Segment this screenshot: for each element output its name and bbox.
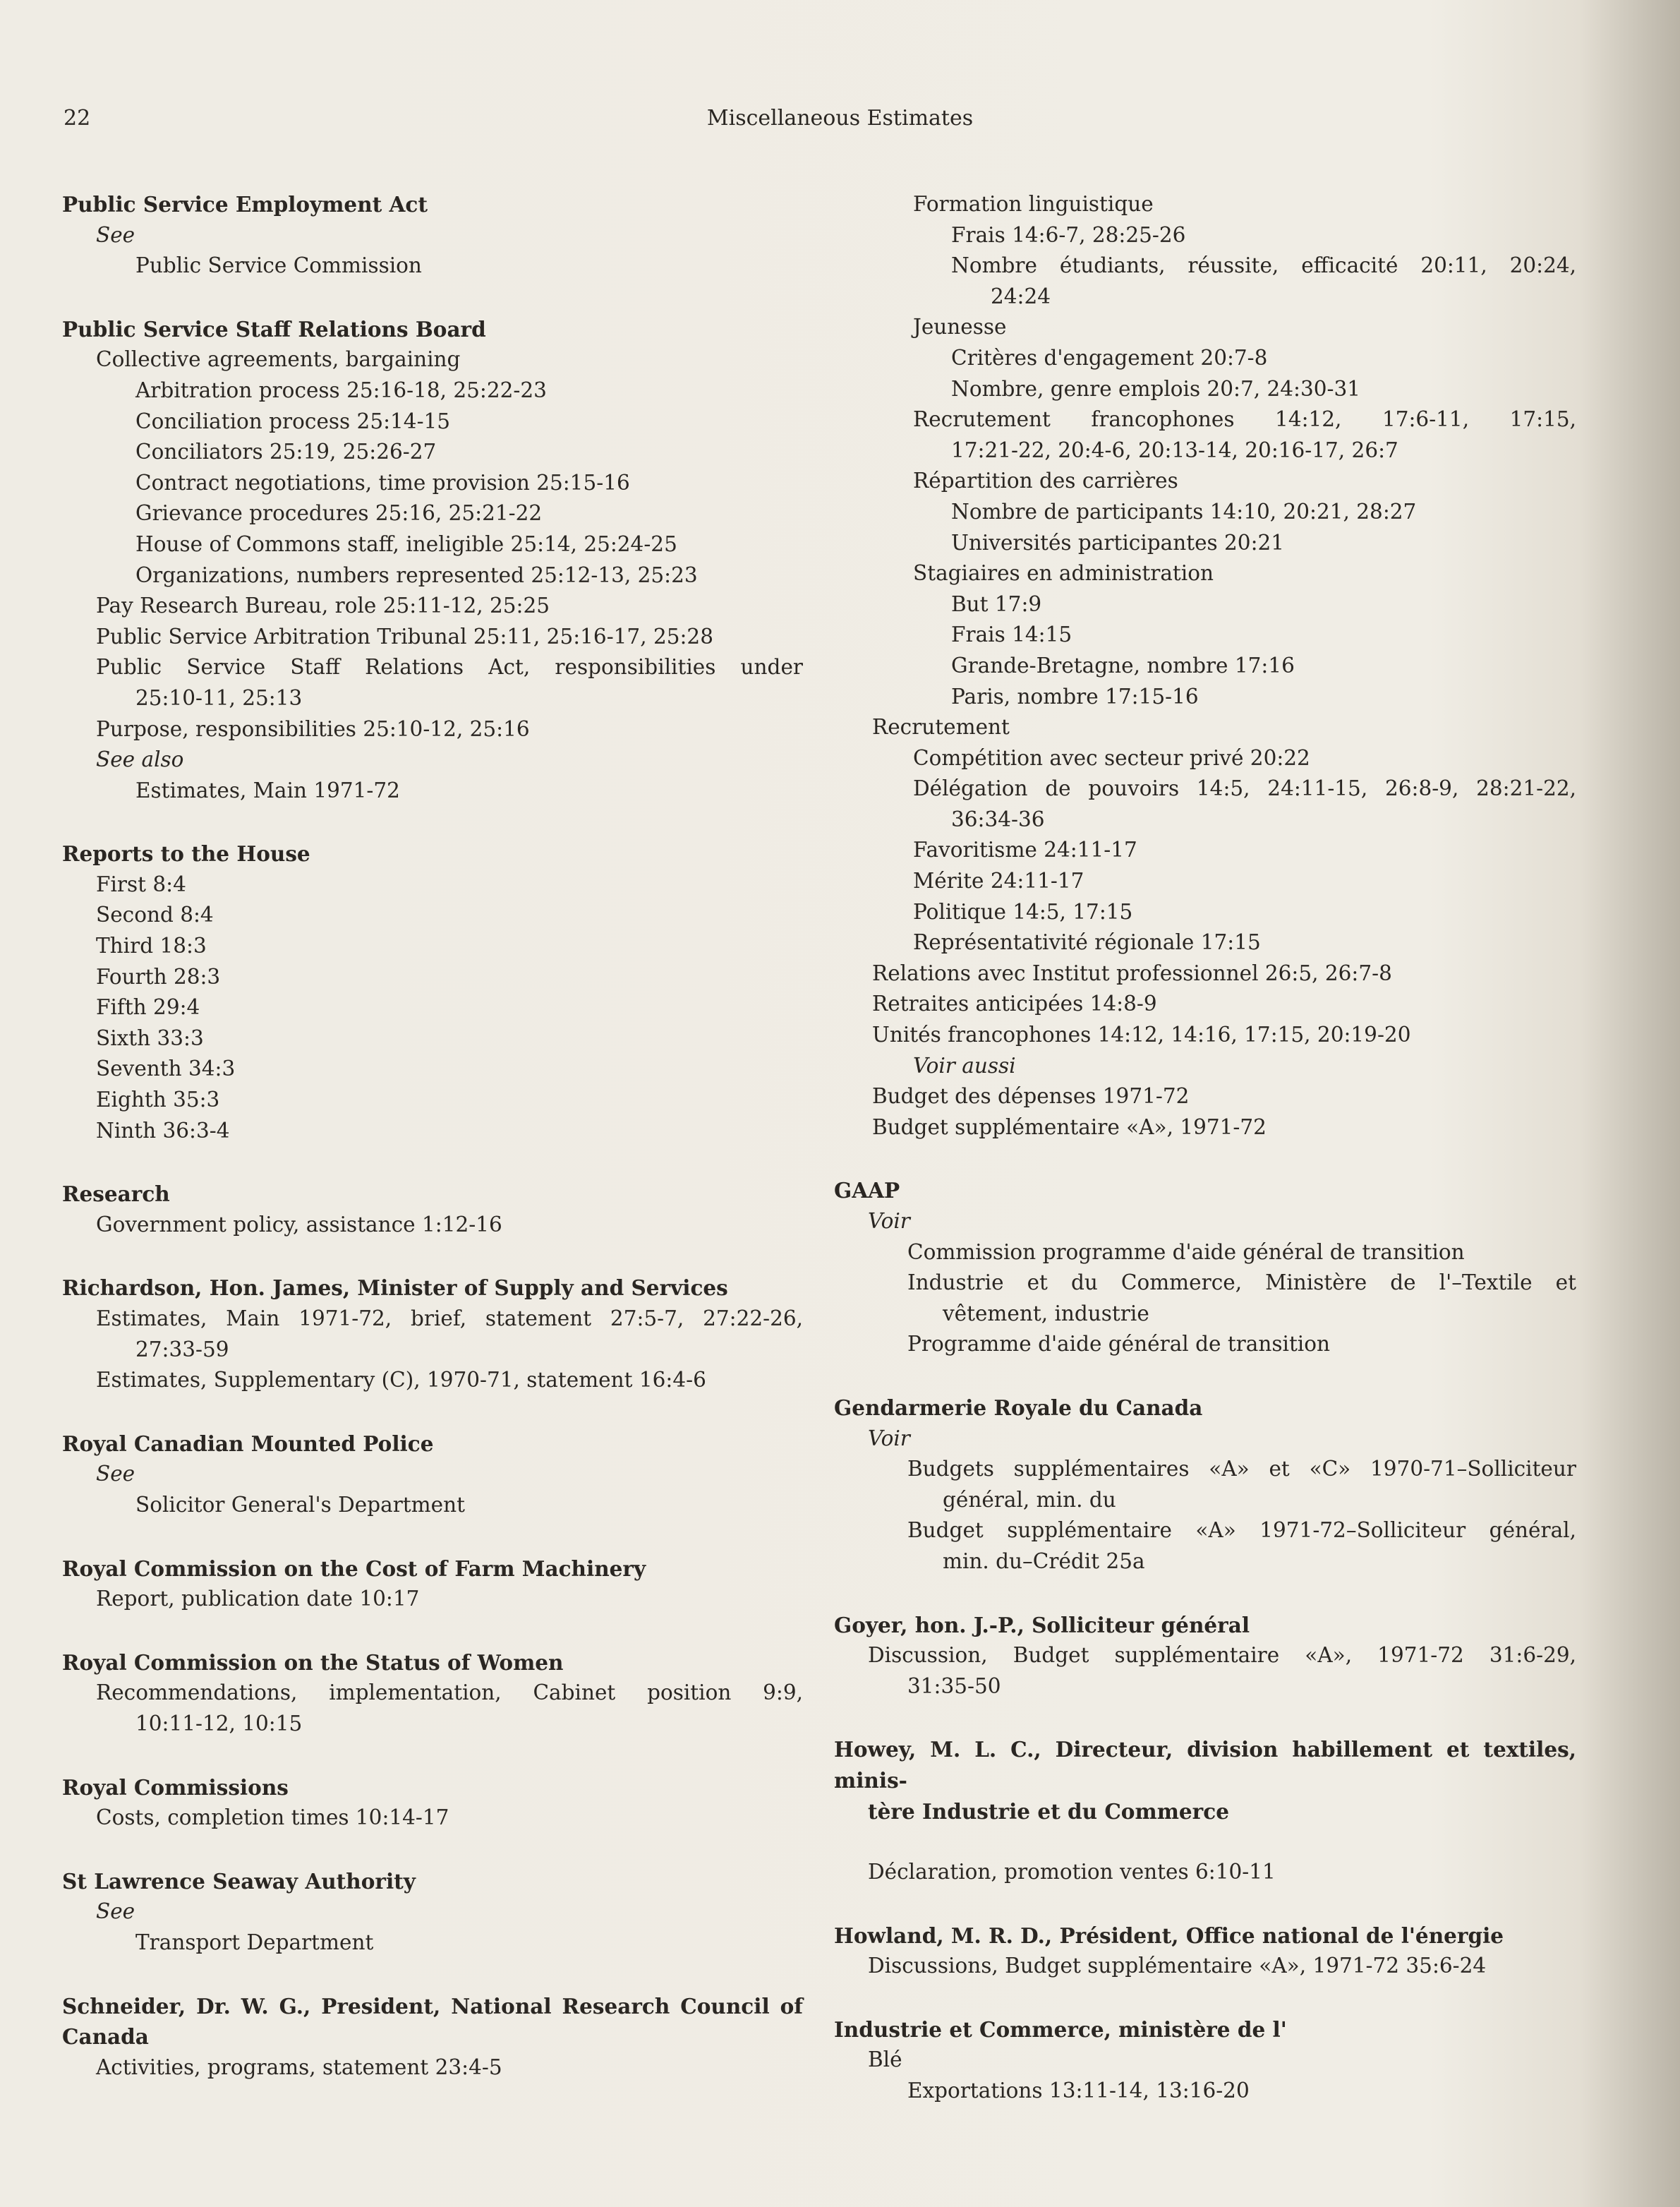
index-subentry: Eighth 35:3 [96, 1088, 220, 1112]
index-subentry: Répartition des carrières [913, 469, 1178, 493]
index-subentry: vêtement, industrie [943, 1301, 1149, 1325]
index-subentry: Mérite 24:11-17 [913, 869, 1084, 894]
index-subentry: Formation linguistique [913, 192, 1154, 216]
index-heading: Howland, M. R. D., Président, Office national de l'énergie [834, 1923, 1504, 1948]
index-entry [834, 1175, 1576, 1360]
index-subentry: Nombre étudiants, réussite, efficacité 20:11, 20:24, [951, 253, 1576, 278]
index-entry [62, 838, 803, 1146]
index-subentry: Exportations 13:11-14, 13:16-20 [907, 2079, 1250, 2103]
index-subentry: Costs, completion times 10:14-17 [96, 1805, 449, 1830]
index-subentry: Recommendations, implementation, Cabinet position 9:9, [96, 1680, 803, 1705]
index-subentry: Arbitration process 25:16-18, 25:22-23 [135, 378, 547, 402]
index-entry [62, 1553, 803, 1615]
index-subentry: Pay Research Bureau, role 25:11-12, 25:25 [96, 594, 550, 618]
index-column-left [62, 189, 803, 2115]
index-subentry: Représentativité régionale 17:15 [913, 930, 1261, 955]
index-subentry: Budget des dépenses 1971-72 [872, 1084, 1190, 1109]
index-subentry: Paris, nombre 17:15-16 [951, 684, 1199, 709]
index-subentry: Canada [62, 2024, 149, 2050]
index-entry [62, 189, 803, 282]
index-subentry: Frais 14:15 [951, 623, 1072, 647]
cross-reference-label: See [96, 1462, 135, 1486]
index-heading: Richardson, Hon. James, Minister of Supply and Services [62, 1275, 728, 1301]
index-heading: Research [62, 1181, 170, 1207]
index-heading: Reports to the House [62, 841, 310, 867]
index-subentry: Second 8:4 [96, 903, 214, 927]
index-subentry: Stagiaires en administration [913, 561, 1214, 586]
index-subentry: Purpose, responsibilities 25:10-12, 25:16 [96, 716, 530, 741]
index-heading: GAAP [834, 1178, 900, 1203]
index-entry [62, 1647, 803, 1740]
index-subentry: Nombre, genre emplois 20:7, 24:30-31 [951, 376, 1361, 401]
index-subentry: Recrutement [872, 715, 1010, 740]
index-subentry: But 17:9 [951, 591, 1042, 616]
index-subentry: Favoritisme 24:11-17 [913, 838, 1137, 862]
index-heading: Royal Commissions [62, 1774, 289, 1800]
index-subentry: Grievance procedures 25:16, 25:21-22 [135, 501, 543, 526]
index-subentry: Discussion, Budget supplémentaire «A», 1971-72 31:6-29, [868, 1643, 1576, 1668]
index-entry [62, 1179, 803, 1240]
index-subentry: Third 18:3 [96, 934, 207, 958]
index-subentry: Fifth 29:4 [96, 995, 200, 1020]
index-subentry: Déclaration, promotion ventes 6:10-11 [868, 1860, 1276, 1884]
page-number: 22 [64, 106, 91, 131]
index-subentry: 24:24 [991, 284, 1051, 308]
index-heading: Howey, M. L. C., Directeur, division habillement et textiles, minis- [834, 1737, 1576, 1793]
index-subentry: Contract negotiations, time provision 25:15-16 [135, 470, 630, 495]
index-subentry: Commission programme d'aide général de transition [907, 1239, 1465, 1264]
index-subentry: 25:10-11, 25:13 [135, 685, 303, 710]
index-subentry: Budgets supplémentaires «A» et «C» 1970-71–Solliciteur [907, 1457, 1576, 1481]
index-subentry: First 8:4 [96, 872, 186, 896]
index-subentry: Délégation de pouvoirs 14:5, 24:11-15, 26:8-9, 28:21-22, [913, 776, 1576, 801]
index-subentry: Fourth 28:3 [96, 964, 221, 989]
index-subentry: Ninth 36:3-4 [96, 1118, 230, 1143]
index-column-right [834, 189, 1576, 2139]
index-subentry: Budget supplémentaire «A» 1971-72–Solliciteur général, [907, 1518, 1576, 1543]
index-subentry: Transport Department [135, 1930, 374, 1954]
cross-reference-label: Voir [868, 1426, 910, 1450]
index-subentry: Compétition avec secteur privé 20:22 [913, 745, 1310, 770]
index-subentry: général, min. du [943, 1487, 1116, 1512]
index-heading: Royal Commission on the Status of Women [62, 1649, 564, 1675]
index-entry [62, 1866, 803, 1959]
cross-reference-label: See [96, 1899, 135, 1924]
index-subentry: Unités francophones 14:12, 14:16, 17:15, 20:19-20 [872, 1023, 1411, 1047]
index-subentry: Relations avec Institut professionnel 26:5, 26:7-8 [872, 961, 1392, 985]
index-subentry: Activities, programs, statement 23:4-5 [96, 2055, 502, 2079]
index-entry [834, 1610, 1576, 1702]
index-entry [62, 1772, 803, 1834]
index-subentry: Grande-Bretagne, nombre 17:16 [951, 653, 1295, 678]
running-head-title: Miscellaneous Estimates [706, 106, 974, 131]
index-subentry: Collective agreements, bargaining [96, 347, 461, 372]
index-subentry: 10:11-12, 10:15 [135, 1711, 303, 1736]
index-subentry: Retraites anticipées 14:8-9 [872, 992, 1157, 1016]
index-subentry: Estimates, Supplementary (C), 1970-71, statement 16:4-6 [96, 1368, 706, 1393]
index-heading: Public Service Employment Act [62, 192, 428, 217]
index-entry [834, 1734, 1576, 1887]
index-subentry: Solicitor General's Department [135, 1492, 465, 1517]
index-subentry: Programme d'aide général de transition [907, 1332, 1330, 1357]
index-entry [834, 2014, 1576, 2107]
index-subentry: 17:21-22, 20:4-6, 20:13-14, 20:16-17, 26:7 [951, 438, 1398, 462]
cross-reference-label: Voir [868, 1209, 910, 1233]
index-subentry: Estimates, Main 1971-72, brief, statement 27:5-7, 27:22-26, [96, 1306, 803, 1330]
index-subentry: min. du–Crédit 25a [943, 1548, 1145, 1573]
index-subentry: Public Service Staff Relations Act, responsibilities under [96, 655, 803, 680]
index-subentry: Report, publication date 10:17 [96, 1587, 420, 1611]
index-heading: St Lawrence Seaway Authority [62, 1868, 416, 1894]
index-subentry: 31:35-50 [907, 1673, 1001, 1698]
index-entry [62, 314, 803, 807]
index-subentry: Public Service Commission [135, 253, 422, 278]
index-subentry: Estimates, Main 1971-72 [135, 778, 400, 802]
index-heading: Gendarmerie Royale du Canada [834, 1395, 1203, 1420]
index-subentry: Sixth 33:3 [96, 1026, 204, 1050]
index-subentry: Government policy, assistance 1:12-16 [96, 1212, 502, 1237]
index-subentry: Politique 14:5, 17:15 [913, 899, 1133, 924]
index-entry [834, 1920, 1576, 1982]
index-subentry: Industrie et du Commerce, Ministère de l'–Textile et [907, 1270, 1576, 1295]
index-heading: Royal Commission on the Cost of Farm Machinery [62, 1556, 646, 1581]
index-subentry: 27:33-59 [135, 1337, 229, 1361]
index-subentry: Frais 14:6-7, 28:25-26 [951, 222, 1186, 247]
cross-reference-label: See [96, 222, 135, 247]
index-subentry: Critères d'engagement 20:7-8 [951, 345, 1268, 370]
index-subentry: Conciliation process 25:14-15 [135, 409, 451, 433]
index-subentry: Recrutement francophones 14:12, 17:6-11, 17:15, [913, 407, 1576, 432]
index-subentry: Budget supplémentaire «A», 1971-72 [872, 1114, 1267, 1139]
index-subentry: Nombre de participants 14:10, 20:21, 28:27 [951, 499, 1417, 524]
index-heading: Royal Canadian Mounted Police [62, 1431, 434, 1456]
index-subentry: Public Service Arbitration Tribunal 25:11, 25:16-17, 25:28 [96, 624, 713, 649]
index-subentry [834, 1827, 1576, 1857]
index-subentry: Discussions, Budget supplémentaire «A», 1971-72 35:6-24 [868, 1954, 1487, 1978]
cross-reference-label: See also [96, 747, 184, 772]
cross-reference-label: Voir aussi [913, 1053, 1016, 1078]
index-heading: Industrie et Commerce, ministère de l' [834, 2016, 1287, 2042]
index-heading: Public Service Staff Relations Board [62, 316, 486, 342]
index-entry [62, 1273, 803, 1395]
index-subentry: tère Industrie et du Commerce [868, 1798, 1229, 1824]
index-subentry: Organizations, numbers represented 25:12-13, 25:23 [135, 563, 698, 587]
index-entry [834, 189, 1576, 1143]
index-subentry: Seventh 34:3 [96, 1057, 236, 1081]
index-heading: Goyer, hon. J.-P., Solliciteur général [834, 1612, 1250, 1637]
index-heading: Schneider, Dr. W. G., President, National Research Council of [62, 1993, 803, 2019]
index-subentry: Blé [868, 2047, 902, 2072]
index-subentry: Universités participantes 20:21 [951, 530, 1285, 555]
index-subentry: Jeunesse [913, 315, 1007, 339]
index-subentry: House of Commons staff, ineligible 25:14, 25:24-25 [135, 531, 677, 556]
index-entry [62, 1991, 803, 2083]
index-subentry: 36:34-36 [951, 807, 1045, 831]
index-entry [834, 1393, 1576, 1577]
index-subentry: Conciliators 25:19, 25:26-27 [135, 440, 437, 464]
index-entry [62, 1429, 803, 1521]
